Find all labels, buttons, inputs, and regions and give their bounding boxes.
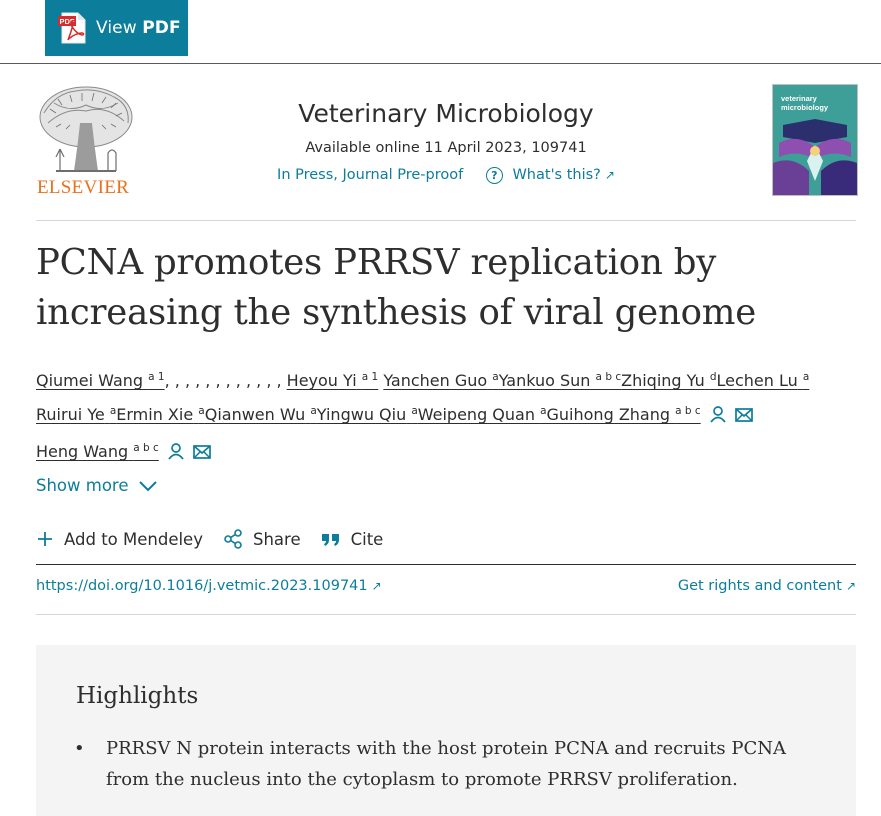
quote-icon (321, 531, 341, 547)
author-link[interactable]: Qiumei Wang $^{a 1}$ (36, 371, 165, 390)
share-label: Share (252, 529, 301, 549)
doi-link[interactable]: https://doi.org/10.1016/j.vetmic.2023.109741 ↗ (36, 578, 382, 594)
mail-icon[interactable] (193, 439, 211, 470)
plus-icon (36, 530, 54, 548)
share-button[interactable] (223, 526, 301, 552)
chevron-down-icon (138, 480, 158, 492)
author-link[interactable]: Zhiqing Yu $^d$ (621, 371, 717, 390)
author-link[interactable]: Yanchen Guo $^a$ (383, 371, 499, 390)
whats-this-link[interactable]: What's this? ↗ (512, 167, 615, 183)
elsevier-tree-logo (36, 83, 136, 175)
author-link[interactable]: Heyou Yi $^{a 1}$ (286, 371, 379, 390)
author-link[interactable]: Guihong Zhang $^{a b c}$ (546, 405, 701, 424)
author-link[interactable]: Yankuo Sun $^{a b c}$ (498, 371, 622, 390)
status-line (216, 167, 676, 184)
author-link[interactable]: Heng Wang $^{a b c}$ (36, 442, 159, 461)
author-link[interactable]: Ruirui Ye $^a$ (36, 405, 117, 424)
add-to-mendeley-button[interactable] (36, 526, 203, 552)
cite-label: Cite (350, 529, 384, 549)
available-online-text: Available online 11 April 2023, 109741 (305, 140, 587, 156)
highlights-section (36, 645, 856, 816)
author-link[interactable]: Qianwen Wu $^a$ (204, 405, 317, 424)
top-toolbar (0, 0, 881, 64)
mendeley-label: Add to Mendeley (64, 529, 203, 549)
show-more-button[interactable] (36, 476, 158, 495)
cover-title-line2: microbiology (781, 103, 829, 112)
show-more-label: Show more (36, 476, 129, 495)
share-icon (223, 529, 243, 549)
highlights-heading: Highlights (76, 683, 199, 709)
author-link[interactable]: Ermin Xie $^a$ (116, 405, 205, 424)
external-link-icon: ↗ (845, 579, 856, 593)
doi-row (36, 576, 856, 615)
person-icon[interactable] (709, 402, 727, 433)
bullet: • (74, 738, 85, 759)
article-title: PCNA promotes PRRSV replication by increasing the synthesis of viral genome (36, 242, 757, 333)
publisher-wordmark: ELSEVIER (37, 177, 130, 198)
author-link[interactable]: Lechen Lu $^a$ (716, 371, 810, 390)
author-link[interactable]: Weipeng Quan $^a$ (417, 405, 547, 424)
cover-title-line1: veterinary (781, 94, 817, 103)
author-list (36, 362, 856, 470)
journal-cover-image[interactable] (772, 84, 858, 196)
author-separator: , , , , , , , , , , , , (164, 371, 287, 390)
mail-icon[interactable] (735, 402, 753, 433)
get-rights-link[interactable]: Get rights and content ↗ (677, 578, 856, 594)
journal-title-link[interactable]: Veterinary Microbiology (298, 99, 594, 128)
cite-button[interactable] (321, 526, 384, 552)
elsevier-logo[interactable] (36, 83, 136, 198)
svg-text:PDF: PDF (59, 17, 75, 26)
in-press-link[interactable]: In Press, Journal Pre-proof (277, 167, 464, 183)
highlight-text: PRRSV N protein interacts with the host protein PCNA and recruits PCNA from the nucleus into the cytoplasm to promote PRRSV proliferation. (106, 738, 787, 790)
author-link[interactable]: Yingwu Qiu $^a$ (316, 405, 418, 424)
external-link-icon: ↗ (604, 168, 615, 182)
article-actions-bar (36, 526, 856, 565)
header-divider (36, 220, 856, 221)
journal-header (36, 83, 856, 221)
person-icon[interactable] (167, 439, 185, 470)
view-pdf-button[interactable] (45, 0, 188, 56)
pdf-icon (58, 12, 88, 44)
view-pdf-label: View PDF (96, 18, 181, 38)
external-link-icon: ↗ (371, 579, 382, 593)
help-circle-icon[interactable]: ? (486, 167, 503, 184)
